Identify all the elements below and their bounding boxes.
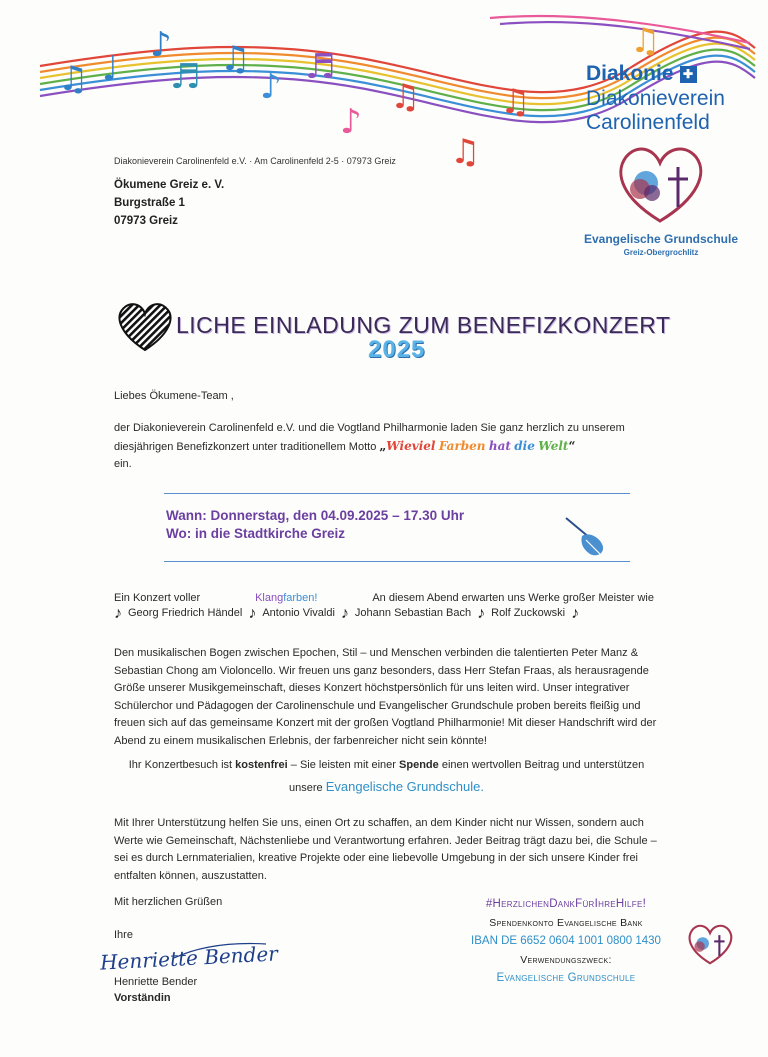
school-name: Evangelische Grundschule xyxy=(583,232,739,246)
svg-text:♬: ♬ xyxy=(305,47,336,87)
composer-3: Johann Sebastian Bach xyxy=(354,607,472,619)
svg-text:♫: ♫ xyxy=(450,132,481,168)
school-location: Greiz-Obergrochlitz xyxy=(623,248,699,257)
svg-text:♫: ♫ xyxy=(390,77,421,117)
donation-iban: IBAN DE 6652 0604 1001 0800 1430 xyxy=(471,935,661,947)
motto-open: „ xyxy=(379,438,387,453)
svg-text:♬: ♬ xyxy=(170,57,201,97)
event-box-top-rule xyxy=(164,493,630,494)
music-note-icon: ♪ xyxy=(114,605,122,622)
free-a: Ihr Konzertbesuch ist xyxy=(128,759,233,771)
event-where: Wo: in die Stadtkirche Greiz xyxy=(166,526,346,541)
svg-text:♪: ♪ xyxy=(340,102,362,142)
motto xyxy=(379,439,575,453)
free-c: – Sie leisten mit einer xyxy=(290,759,396,771)
music-note-icon: ♪ xyxy=(477,605,486,622)
free-f: unsere xyxy=(289,781,323,794)
motto-close: “ xyxy=(568,438,576,453)
music-note-icon: ♪ xyxy=(248,605,257,622)
page-title: LICHE EINLADUNG ZUM BENEFIZKONZERT xyxy=(176,312,671,338)
title-year: 2025 xyxy=(368,336,426,363)
heart-hands-cross-icon xyxy=(685,922,735,966)
motto-word-4: die xyxy=(514,438,535,453)
conductor-hand-icon xyxy=(562,514,610,560)
farben-word: farben! xyxy=(283,592,318,604)
free-d: Spende xyxy=(399,759,439,771)
donation-block xyxy=(446,898,686,984)
signer-title: Vorständin xyxy=(114,992,171,1004)
composer-list xyxy=(114,605,644,623)
intro-line-2 xyxy=(114,438,674,457)
free-e: einen wertvollen Beitrag und unterstützen xyxy=(441,759,645,771)
svg-text:♪: ♪ xyxy=(150,25,172,65)
donation-purpose-label: Verwendungszweck: xyxy=(520,954,612,966)
paragraph-musicians: Den musikalischen Bogen zwischen Epochen, Stil – und Menschen verbinden die talentierten Peter Manz & Sebastian Chong am Violoncello. Wir freuen uns ganz besonders, dass Herr Stefan Fraas, als herausragende Größe unserer Musikgemeinschaft, dieses Konzert höchstpersönlich für uns leiten wird. Unser integrativer Schülerchor und Pädagogen der Carolinenschule und Evangelischer Grundschule proben bereits fleißig und freuen sich auf das gemeinsame Konzert mit der großen Vogtland Philharmonie! Mit dieser Handschrift wird der Abend zu einem musikalischen Erlebnis, der farbenreicher nicht sein könnte! xyxy=(114,647,657,747)
free-admission xyxy=(114,757,659,797)
concert-line-b: An diesem Abend erwarten uns Werke großer Meister wie xyxy=(372,592,654,604)
heart-icon xyxy=(114,300,176,352)
diakonie-logo xyxy=(586,62,766,134)
svg-text:♫: ♫ xyxy=(220,39,251,79)
free-admission-line-2 xyxy=(114,778,659,798)
free-g: Evangelische Grundschule. xyxy=(325,778,484,794)
svg-text:♫: ♫ xyxy=(630,21,661,61)
intro-line-2-text: diesjährigen Benefizkonzert unter traditionellem Motto xyxy=(114,440,377,453)
intro-paragraph xyxy=(114,420,674,474)
svg-text:♪: ♪ xyxy=(260,67,282,107)
ihre: Ihre xyxy=(114,929,133,941)
donation-hashtag: #HerzlichenDankFürIhreHilfe! xyxy=(485,898,647,910)
composer-4: Rolf Zuckowski xyxy=(491,607,566,619)
donation-purpose: Evangelische Grundschule xyxy=(496,972,636,984)
recipient-city: 07973 Greiz xyxy=(114,215,178,227)
svg-text:♩: ♩ xyxy=(102,49,119,89)
signature-flourish xyxy=(170,940,270,964)
intro-line-3: ein. xyxy=(114,458,132,470)
recipient-name: Ökumene Greiz e. V. xyxy=(114,179,225,191)
signer-name: Henriette Bender xyxy=(114,976,198,988)
composer-1: Georg Friedrich Händel xyxy=(128,607,243,619)
diakonie-cross-icon: ✚ xyxy=(680,66,697,83)
motto-word-5: Welt xyxy=(538,438,569,453)
svg-text:♫: ♫ xyxy=(58,59,89,99)
free-admission-line-1 xyxy=(114,757,659,775)
paragraph-support: Mit Ihrer Unterstützung helfen Sie uns, einen Ort zu schaffen, an dem Kinder nicht nur Wissen, sondern auch Werte wie Gemeinschaft, Nächstenliebe und Verantwortung erfahren. Jeder Beitrag trägt dazu bei, die Schule – sei es durch Lernmaterialien, kreative Projekte oder eine liebevolle Umgebung in der sich unsere Kinder frei entfalten können, auszustatten. xyxy=(114,817,657,882)
signature: Henriette Bender xyxy=(99,941,279,975)
salutation: Liebes Ökumene-Team , xyxy=(114,390,234,402)
event-box-bottom-rule xyxy=(164,561,630,562)
free-b: kostenfrei xyxy=(235,759,288,771)
diakonie-logo-line3: Carolinenfeld xyxy=(586,111,710,134)
motto-word-3: hat xyxy=(488,438,511,453)
motto-word-1: Wieviel xyxy=(386,438,436,453)
donation-account-label: Spendenkonto Evangelische Bank xyxy=(489,917,643,929)
music-note-icon: ♪ xyxy=(340,605,349,622)
diakonie-logo-line2: Diakonieverein xyxy=(586,87,725,110)
sender-line: Diakonieverein Carolinenfeld e.V. · Am Carolinenfeld 2-5 · 07973 Greiz xyxy=(114,156,396,166)
motto-word-2: Farben xyxy=(438,438,486,453)
closing: Mit herzlichen Grüßen xyxy=(114,896,223,908)
music-note-icon: ♪ xyxy=(571,605,580,622)
recipient-address xyxy=(114,176,224,230)
heart-hands-cross-icon xyxy=(612,143,708,225)
klang-word: Klang xyxy=(255,592,284,604)
svg-text:♫: ♫ xyxy=(500,82,531,122)
event-when: Wann: Donnerstag, den 04.09.2025 – 17.30 Uhr xyxy=(166,508,465,523)
music-note-icon xyxy=(58,21,660,168)
diakonie-logo-word: Diakonie xyxy=(586,62,674,85)
composer-2: Antonio Vivaldi xyxy=(262,607,335,619)
recipient-street: Burgstraße 1 xyxy=(114,197,185,209)
intro-line-1: der Diakonieverein Carolinenfeld e.V. und die Vogtland Philharmonie laden Sie ganz herzlich zu unserem xyxy=(114,422,625,434)
concert-line-a: Ein Konzert voller xyxy=(114,592,201,604)
